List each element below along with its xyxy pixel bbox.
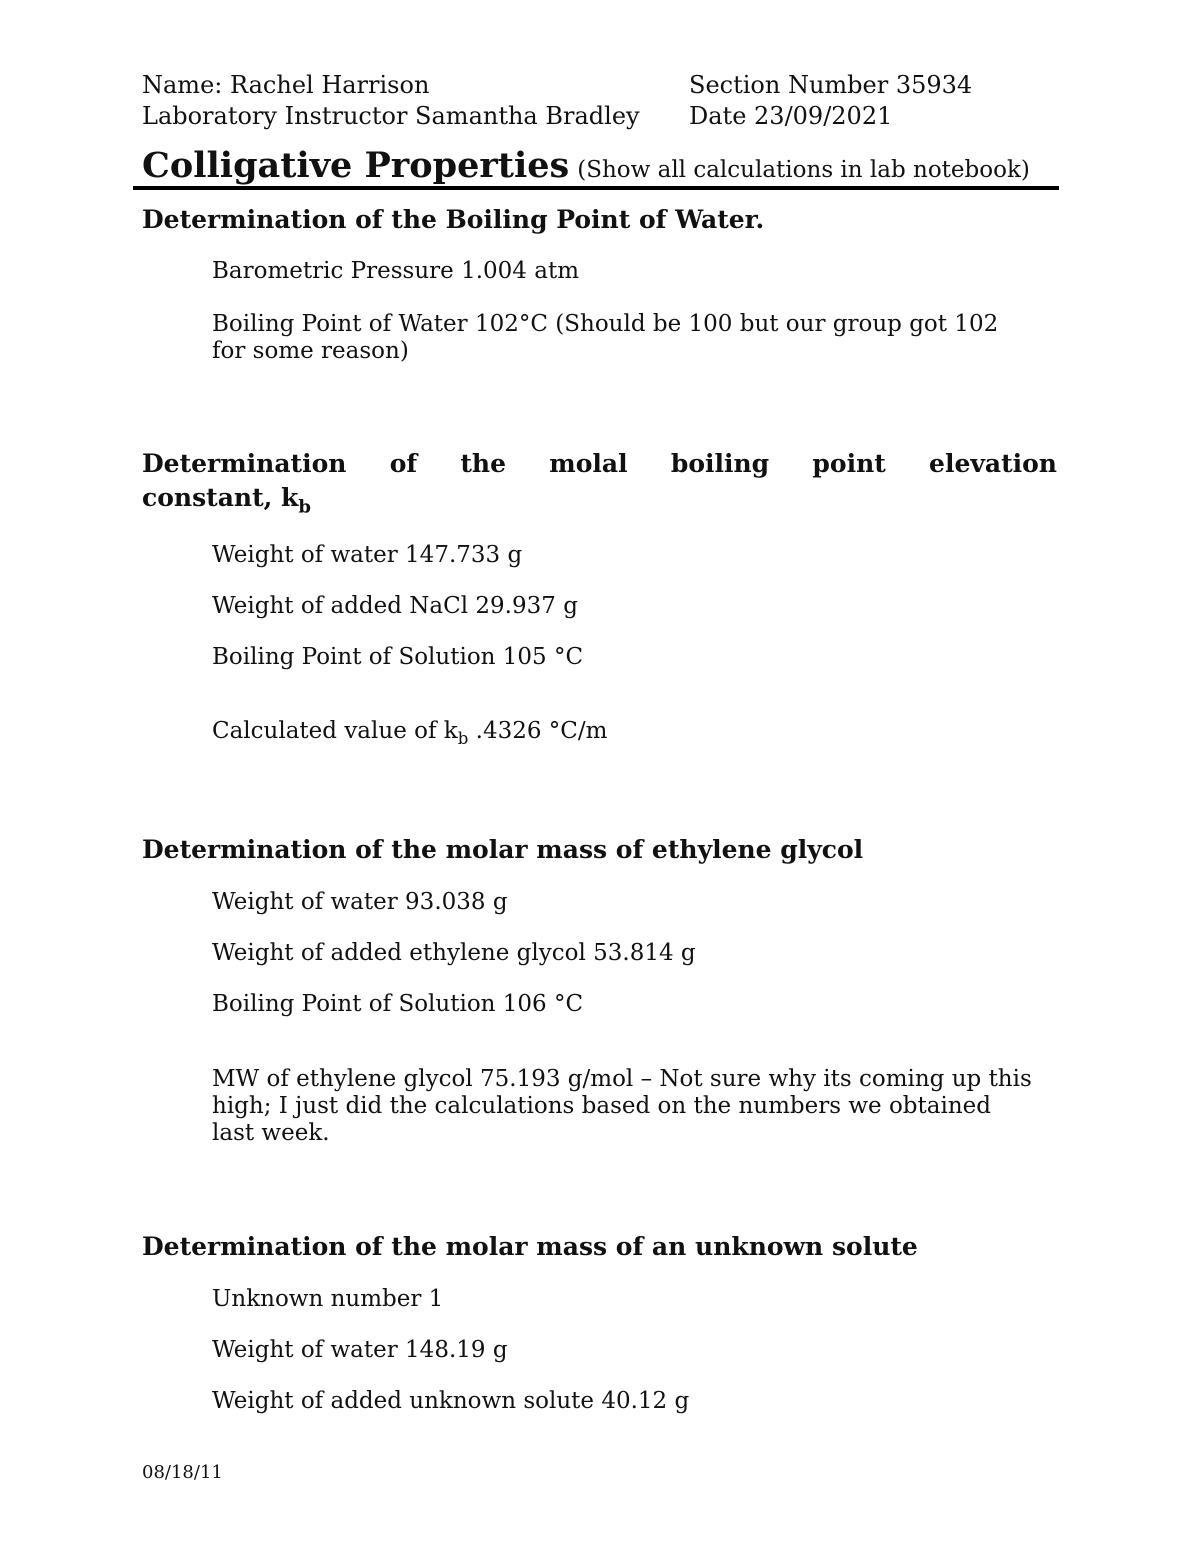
eg-weight-water: Weight of water 93.038 g bbox=[212, 889, 508, 915]
boiling-point-water-line-2: for some reason) bbox=[212, 338, 409, 364]
section-heading-kb-line-2: constant, k bbox=[142, 483, 299, 512]
eg-molecular-weight-line-3: last week. bbox=[212, 1120, 330, 1146]
kb-weight-water: Weight of water 147.733 g bbox=[212, 542, 523, 568]
section-heading-boiling-point-water: Determination of the Boiling Point of Water. bbox=[142, 205, 765, 234]
report-date: Date 23/09/2021 bbox=[689, 102, 893, 130]
lab-instructor: Laboratory Instructor Samantha Bradley bbox=[142, 102, 640, 130]
barometric-pressure: Barometric Pressure 1.004 atm bbox=[212, 258, 580, 284]
student-name: Name: Rachel Harrison bbox=[142, 71, 430, 99]
eg-molecular-weight-line-1: MW of ethylene glycol 75.193 g/mol – Not sure why its coming up this bbox=[212, 1066, 1032, 1092]
eg-boiling-point-solution: Boiling Point of Solution 106 °C bbox=[212, 991, 584, 1017]
section-heading-ethylene-glycol: Determination of the molar mass of ethylene glycol bbox=[142, 835, 864, 864]
kb-calculated-value bbox=[212, 718, 608, 748]
kb-boiling-point-solution: Boiling Point of Solution 105 °C bbox=[212, 644, 584, 670]
unknown-number: Unknown number 1 bbox=[212, 1286, 444, 1312]
section-heading-kb-subscript: b bbox=[298, 496, 311, 518]
eg-molecular-weight-line-2: high; I just did the calculations based on the numbers we obtained bbox=[212, 1093, 991, 1119]
unknown-weight-water: Weight of water 148.19 g bbox=[212, 1337, 508, 1363]
title-row bbox=[142, 145, 1030, 186]
title-divider bbox=[133, 186, 1059, 190]
kb-weight-nacl: Weight of added NaCl 29.937 g bbox=[212, 593, 578, 619]
section-heading-kb-line-1: Determination of the molal boiling point elevation bbox=[142, 449, 1057, 478]
title-note: (Show all calculations in lab notebook) bbox=[577, 157, 1030, 183]
section-heading-unknown-solute: Determination of the molar mass of an unknown solute bbox=[142, 1232, 918, 1261]
unknown-weight-solute: Weight of added unknown solute 40.12 g bbox=[212, 1388, 690, 1414]
section-number: Section Number 35934 bbox=[689, 71, 973, 99]
kb-calculated-subscript: b bbox=[457, 728, 469, 748]
eg-weight-glycol: Weight of added ethylene glycol 53.814 g bbox=[212, 940, 696, 966]
section-heading-kb bbox=[142, 447, 1057, 518]
kb-calculated-prefix: Calculated value of k bbox=[212, 718, 458, 744]
boiling-point-water-line-1: Boiling Point of Water 102°C (Should be 100 but our group got 102 bbox=[212, 311, 999, 337]
page-title: Colligative Properties bbox=[142, 145, 570, 186]
footer-date: 08/18/11 bbox=[142, 1462, 223, 1483]
kb-calculated-number: .4326 °C/m bbox=[468, 718, 608, 744]
